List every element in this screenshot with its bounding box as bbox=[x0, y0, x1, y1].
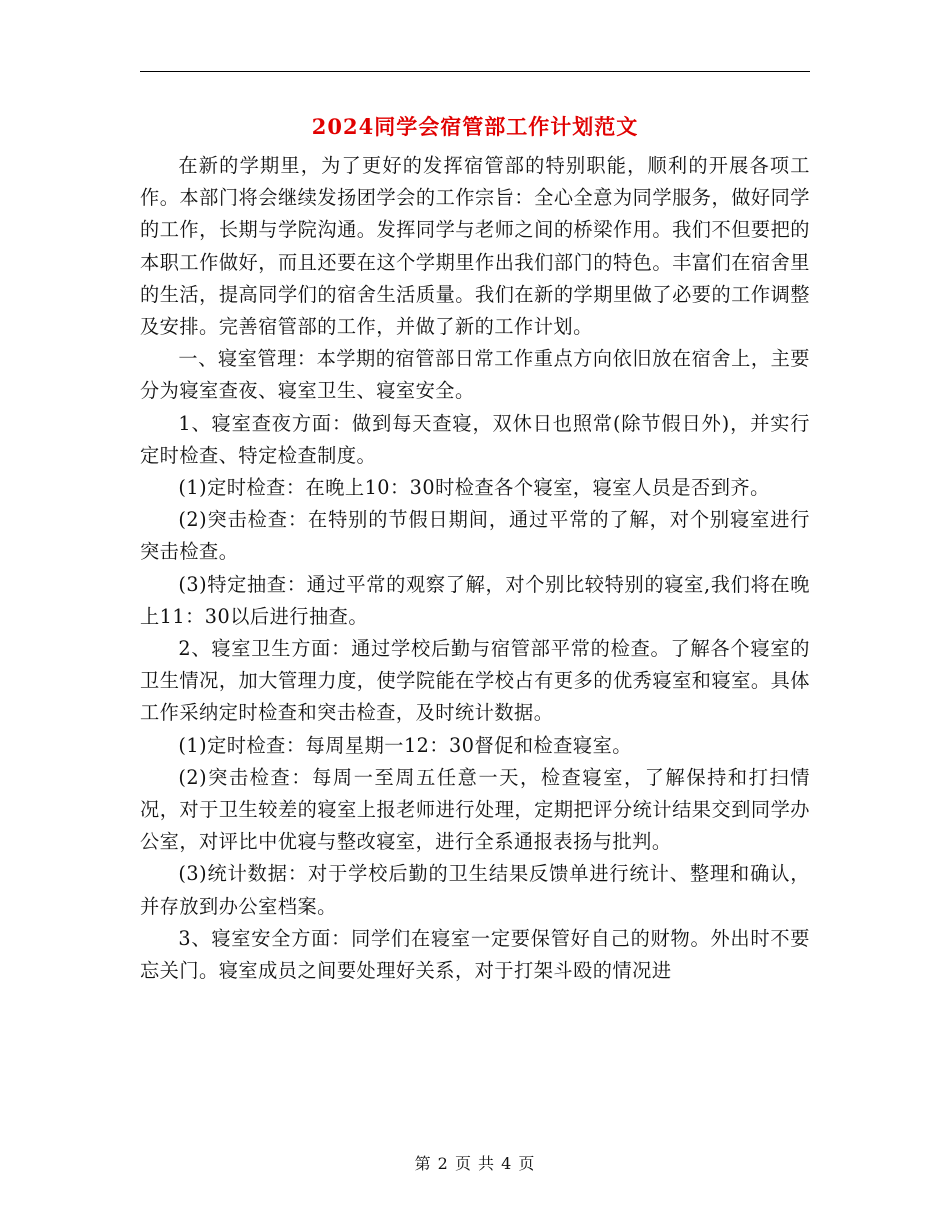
paragraph-hygiene: 2、寝室卫生方面：通过学校后勤与宿管部平常的检查。了解各个寝室的卫生情况，加大管理力度，使学院能在学校占有更多的优秀寝室和寝室。具体工作采纳定时检查和突击检查，及时统计数据。 bbox=[140, 637, 810, 725]
paragraph-hygiene-1: (1)定时检查：每周星期一12：30督促和检查寝室。 bbox=[178, 733, 632, 757]
page-number: 第 2 页 共 4 页 bbox=[414, 1154, 536, 1173]
paragraph-night-check-2: (2)突击检查：在特别的节假日期间，通过平常的了解，对个别寝室进行突击检查。 bbox=[140, 508, 810, 564]
paragraph-intro: 在新的学期里，为了更好的发挥宿管部的特别职能，顺利的开展各项工作。本部门将会继续发扬团学会的工作宗旨：全心全意为同学服务，做好同学的工作，长期与学院沟通。发挥同学与老师之间的桥梁作用。我们不但要把的本职工作做好，而且还要在这个学期里作出我们部门的特色。丰富们在宿舍里的生活，提高同学们的宿舍生活质量。我们在新的学期里做了必要的工作调整及安排。完善宿管部的工作，并做了新的工作计划。 bbox=[140, 154, 810, 339]
paragraph-hygiene-3: (3)统计数据：对于学校后勤的卫生结果反馈单进行统计、整理和确认，并存放到办公室档案。 bbox=[140, 862, 810, 918]
paragraph-safety: 3、寝室安全方面：同学们在寝室一定要保管好自己的财物。外出时不要忘关门。寝室成员之间要处理好关系，对于打架斗殴的情况进 bbox=[140, 926, 810, 983]
paragraph-night-check-1: (1)定时检查：在晚上10：30时检查各个寝室，寝室人员是否到齐。 bbox=[178, 476, 770, 500]
paragraph-night-check-3: (3)特定抽查：通过平常的观察了解，对个别比较特别的寝室,我们将在晚上11：30以后进行抽查。 bbox=[140, 572, 810, 628]
document-title: 2024同学会宿管部工作计划范文 bbox=[311, 114, 639, 139]
paragraph-night-check: 1、寝室查夜方面：做到每天查寝，双休日也照常(除节假日外)，并实行定时检查、特定检查制度。 bbox=[140, 411, 810, 467]
paragraph-hygiene-2: (2)突击检查：每周一至周五任意一天，检查寝室，了解保持和打扫情况，对于卫生较差的寝室上报老师进行处理，定期把评分统计结果交到同学办公室，对评比中优寝与整改寝室，进行全系通报表扬与批判。 bbox=[140, 765, 810, 854]
paragraph-section-1: 一、寝室管理：本学期的宿管部日常工作重点方向依旧放在宿舍上，主要分为寝室查夜、寝室卫生、寝室安全。 bbox=[140, 347, 810, 403]
document-body bbox=[140, 150, 810, 987]
header-rule bbox=[140, 71, 810, 72]
